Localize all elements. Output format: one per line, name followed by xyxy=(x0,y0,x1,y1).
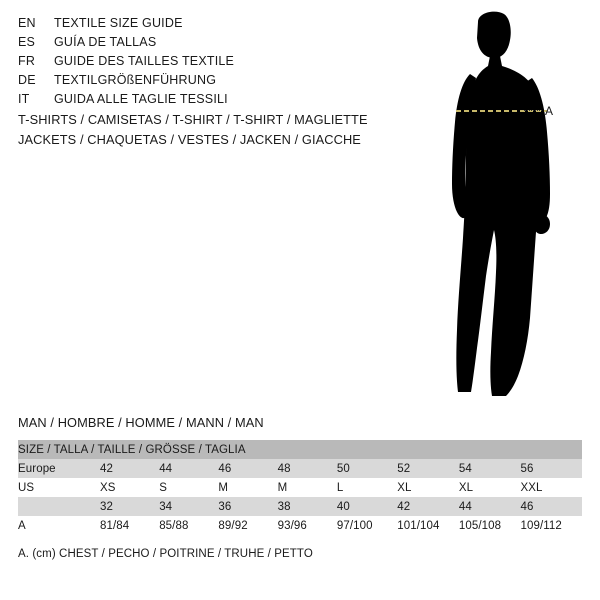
man-section-heading: MAN / HOMBRE / HOMME / MANN / MAN xyxy=(18,415,264,430)
language-code-de: DE xyxy=(18,73,36,87)
cell-us-6: XL xyxy=(459,478,521,497)
cell-us-1: S xyxy=(159,478,218,497)
cell-numeric-3: 38 xyxy=(278,497,337,516)
category-tshirts: T-SHIRTS / CAMISETAS / T-SHIRT / T-SHIRT / MAGLIETTE xyxy=(18,112,368,127)
cell-numeric-4: 40 xyxy=(337,497,397,516)
row-label-us: US xyxy=(18,478,100,497)
row-label-europe: Europe xyxy=(18,459,100,478)
table-row xyxy=(18,459,582,478)
cell-numeric-7: 46 xyxy=(520,497,582,516)
cell-europe-0: 42 xyxy=(100,459,159,478)
language-code-es: ES xyxy=(18,35,36,49)
language-title-fr: GUIDE DES TAILLES TEXTILE xyxy=(54,54,235,68)
table-row xyxy=(18,478,582,497)
category-jackets: JACKETS / CHAQUETAS / VESTES / JACKEN / GIACCHE xyxy=(18,132,361,147)
language-code-fr: FR xyxy=(18,54,36,68)
measure-label-a: A xyxy=(545,104,554,118)
cell-us-7: XXL xyxy=(520,478,582,497)
cell-europe-1: 44 xyxy=(159,459,218,478)
cell-us-3: M xyxy=(278,478,337,497)
language-code-it: IT xyxy=(18,92,30,106)
language-title-it: GUIDA ALLE TAGLIE TESSILI xyxy=(54,92,228,106)
cell-us-4: L xyxy=(337,478,397,497)
cell-numeric-1: 34 xyxy=(159,497,218,516)
cell-a-2: 89/92 xyxy=(218,516,277,535)
table-row xyxy=(18,497,582,516)
measure-leader-dashes xyxy=(524,110,542,111)
language-code-en: EN xyxy=(18,16,36,30)
cell-numeric-6: 44 xyxy=(459,497,521,516)
table-row xyxy=(18,516,582,535)
silhouette-svg xyxy=(400,8,600,408)
cell-a-7: 109/112 xyxy=(520,516,582,535)
cell-europe-5: 52 xyxy=(397,459,459,478)
row-label-a: A xyxy=(18,516,100,535)
cell-a-6: 105/108 xyxy=(459,516,521,535)
language-title-en: TEXTILE SIZE GUIDE xyxy=(54,16,183,30)
chest-measurement-footnote: A. (cm) CHEST / PECHO / POITRINE / TRUHE / PETTO xyxy=(18,548,313,560)
language-header-block xyxy=(18,14,388,109)
language-title-de: TEXTILGRÖßENFÜHRUNG xyxy=(54,73,217,87)
cell-numeric-0: 32 xyxy=(100,497,159,516)
table-header-label: SIZE / TALLA / TAILLE / GRÖSSE / TAGLIA xyxy=(18,440,582,459)
cell-europe-4: 50 xyxy=(337,459,397,478)
language-row-fr xyxy=(18,52,388,71)
language-row-es xyxy=(18,33,388,52)
language-row-it xyxy=(18,90,388,109)
cell-a-0: 81/84 xyxy=(100,516,159,535)
cell-a-4: 97/100 xyxy=(337,516,397,535)
cell-a-5: 101/104 xyxy=(397,516,459,535)
male-silhouette-figure xyxy=(400,8,600,408)
size-table xyxy=(18,440,582,535)
garment-category-block xyxy=(18,110,438,150)
language-title-es: GUÍA DE TALLAS xyxy=(54,35,157,49)
cell-us-5: XL xyxy=(397,478,459,497)
cell-europe-6: 54 xyxy=(459,459,521,478)
language-row-de xyxy=(18,71,388,90)
cell-a-3: 93/96 xyxy=(278,516,337,535)
cell-us-0: XS xyxy=(100,478,159,497)
language-row-en xyxy=(18,14,388,33)
cell-numeric-2: 36 xyxy=(218,497,277,516)
row-label-numeric xyxy=(18,497,100,516)
cell-europe-2: 46 xyxy=(218,459,277,478)
cell-us-2: M xyxy=(218,478,277,497)
cell-numeric-5: 42 xyxy=(397,497,459,516)
cell-a-1: 85/88 xyxy=(159,516,218,535)
cell-europe-7: 56 xyxy=(520,459,582,478)
cell-europe-3: 48 xyxy=(278,459,337,478)
table-header-row xyxy=(18,440,582,459)
